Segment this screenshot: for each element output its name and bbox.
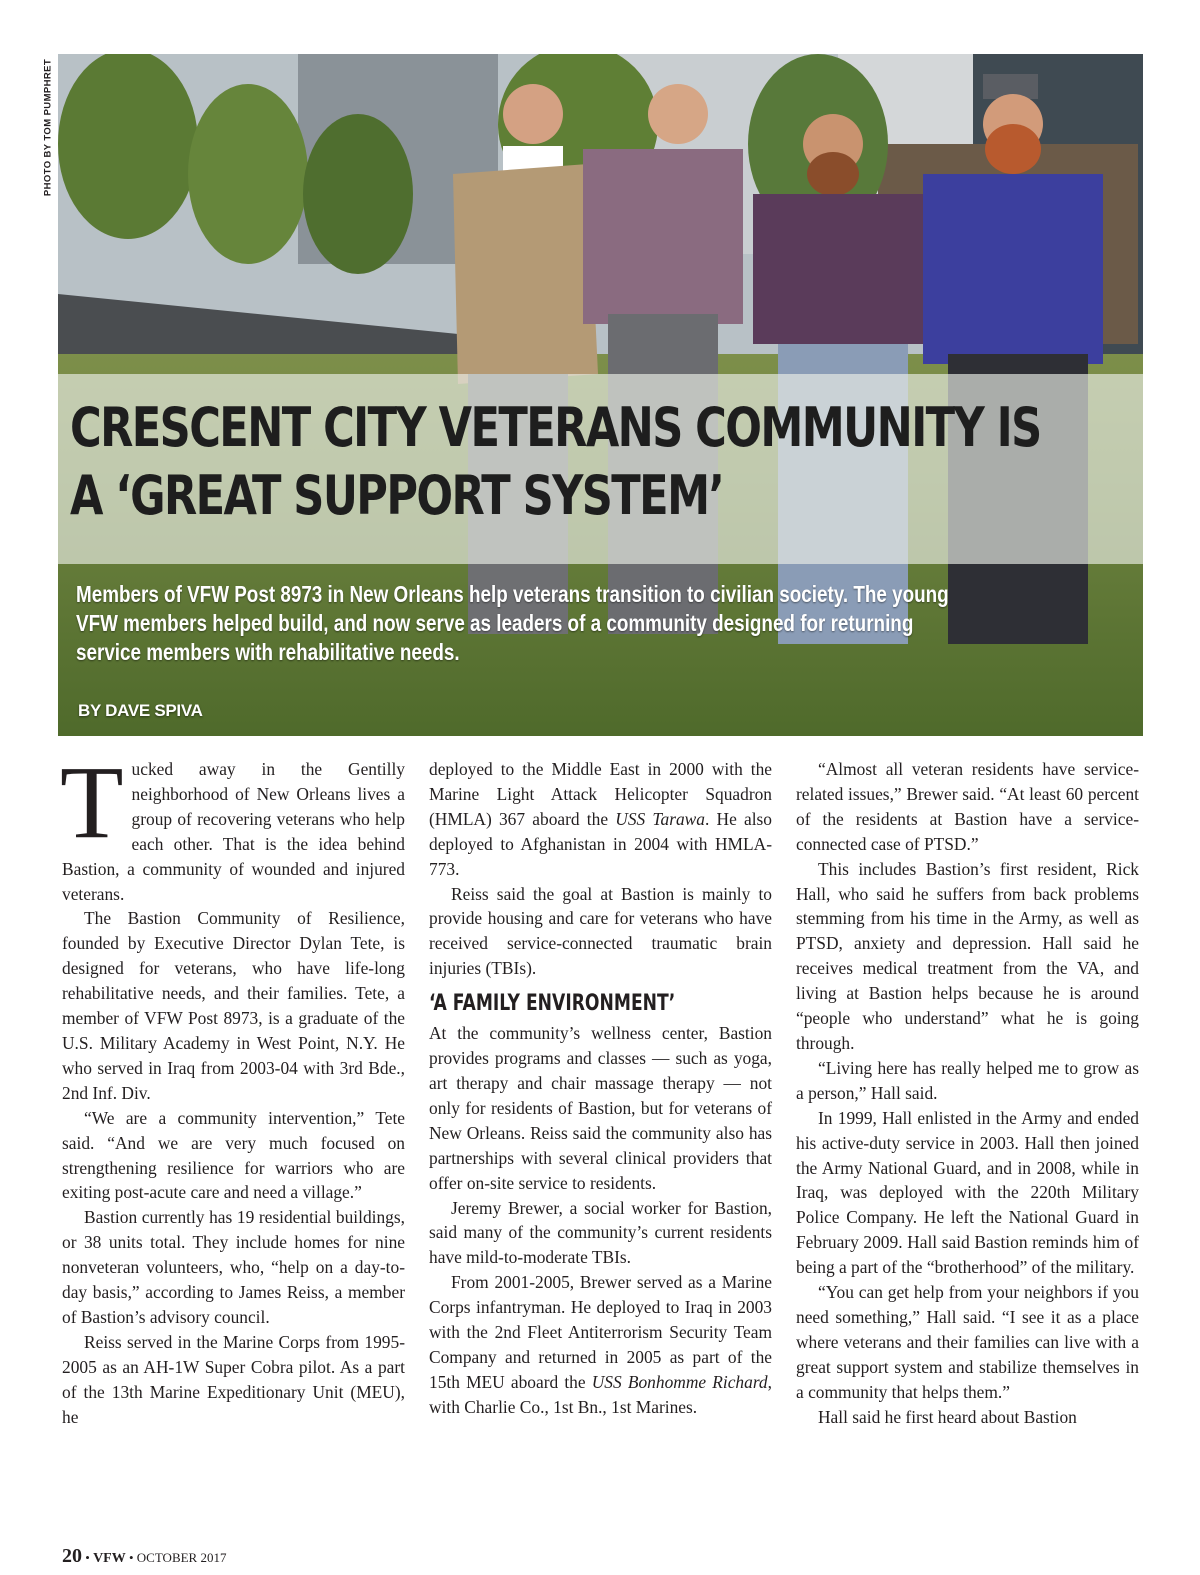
page-number: 20: [62, 1545, 82, 1567]
paragraph: In 1999, Hall enlisted in the Army and ended his active-duty service in 2003. Hall then joined the Army National Guard, and in 2008, while in Iraq, was deployed with the 220th Military Police Company. He left the National Guard in February 2009. Hall said Bastion reminds him of being a part of the “brotherhood” of the military.: [796, 1107, 1139, 1278]
paragraph: Jeremy Brewer, a social worker for Bastion, said many of the community’s current residents have mild-to-moderate TBIs.: [429, 1197, 772, 1268]
paragraph: Bastion currently has 19 residential buildings, or 38 units total. They include homes for nine nonveteran volunteers, who, “help on a day-to-day basis,” according to James Reiss, a member of Bastion’s advisory council.: [62, 1207, 405, 1327]
deck-line-1: Members of VFW Post 8973 in New Orleans help veterans transition to civilian society. The young: [76, 581, 949, 607]
deck: [76, 580, 1143, 667]
footer-separator: •: [128, 1550, 134, 1565]
article-column-2: [429, 757, 772, 1420]
headline-line-1: CRESCENT CITY VETERANS COMMUNITY IS: [70, 396, 1041, 459]
page-footer: [62, 1545, 226, 1568]
deck-line-2: VFW members helped build, and now serve as leaders of a community designed for returning: [76, 610, 914, 636]
paragraph: This includes Bastion’s first resident, Rick Hall, who said he suffers from back problems stemming from his time in the Army, as well as PTSD, anxiety and depression. Hall said he receives medical treatment from the VA, and living at Bastion helps because he is around “people who understand” what he is going through.: [796, 858, 1139, 1053]
section-subhead: ‘A FAMILY ENVIRONMENT’: [429, 991, 676, 1017]
headline-line-2: A ‘GREAT SUPPORT SYSTEM’: [70, 464, 724, 527]
deck-line-3: service members with rehabilitative needs.: [76, 639, 460, 665]
paragraph: Hall said he first heard about Bastion: [818, 1406, 1077, 1427]
issue-date: OCTOBER 2017: [136, 1550, 227, 1565]
footer-separator: •: [85, 1550, 90, 1565]
paragraph: “We are a community intervention,” Tete said. “And we are very much focused on strengthening resilience for warriors who are exiting post-acute care and need a village.”: [62, 1107, 405, 1203]
headline: [70, 394, 1041, 530]
paragraph: “Almost all veteran residents have service-related issues,” Brewer said. “At least 60 percent of the residents at Bastion have a service-connected case of PTSD.”: [796, 759, 1139, 854]
paragraph: Reiss served in the Marine Corps from 1995-2005 as an AH-1W Super Cobra pilot. As a part of the 13th Marine Expeditionary Unit (MEU), he: [62, 1331, 405, 1427]
tree: [58, 54, 198, 239]
hero-photo: [58, 54, 1143, 736]
article-column-3: [796, 757, 1139, 1429]
paragraph: The Bastion Community of Resilience, founded by Executive Director Dylan Tete, is designed for veterans, who have life-long rehabilitative needs, and their families. Tete, a member of VFW Post 8973, is a graduate of the U.S. Military Academy in West Point, N.Y. He who served in Iraq from 2003-04 with 3rd Bde., 2nd Inf. Div.: [62, 908, 405, 1103]
byline: BY DAVE SPIVA: [78, 701, 203, 720]
magazine-name: VFW: [93, 1551, 126, 1566]
paragraph: “Living here has really helped me to grow as a person,” Hall said.: [796, 1057, 1139, 1103]
ship-name: USS Tarawa: [615, 808, 705, 829]
drop-cap: T: [60, 745, 124, 860]
photo-credit: [40, 55, 56, 205]
ship-name: USS Bonhomme Richard: [591, 1371, 768, 1392]
paragraph: From 2001-2005, Brewer served as a Marine Corps infantryman. He deployed to Iraq in 2003 with the 2nd Fleet Antiterrorism Security Team Company and returned in 2005 as part of the 15th MEU aboard the USS Bonhomme Richard, with Charlie Co., 1st Bn., 1st Marines.: [429, 1272, 772, 1417]
paragraph: “You can get help from your neighbors if you need something,” Hall said. “I see it as a place where veterans and their families can live with a great support system and stabilize themselves in a community that helps them.”: [796, 1282, 1139, 1402]
paragraph: Tucked away in the Gentilly neighborhood of New Orleans lives a group of recovering veterans who help each other. That is the idea behind Bastion, a community of wounded and injured veterans.: [60, 745, 405, 904]
paragraph: deployed to the Middle East in 2000 with the Marine Light Attack Helicopter Squadron (HMLA) 367 aboard the USS Tarawa. He also deployed to Afghanistan in 2004 with HMLA-773.: [429, 759, 773, 879]
tree: [303, 114, 413, 274]
article-column-1: [60, 745, 405, 1429]
paragraph: At the community’s wellness center, Bastion provides programs and classes — such as yoga, art therapy and chair massage therapy — not only for residents of Bastion, but for veterans of New Orleans. Reiss said the community also has partnerships with several clinical providers that offer on-site service to residents.: [429, 1023, 772, 1193]
paragraph: Reiss said the goal at Bastion is mainly to provide housing and care for veterans who have received service-connected traumatic brain injuries (TBIs).: [429, 883, 772, 979]
tree: [188, 84, 308, 264]
photo-credit-text: PHOTO BY TOM PUMPHRET: [42, 58, 54, 197]
